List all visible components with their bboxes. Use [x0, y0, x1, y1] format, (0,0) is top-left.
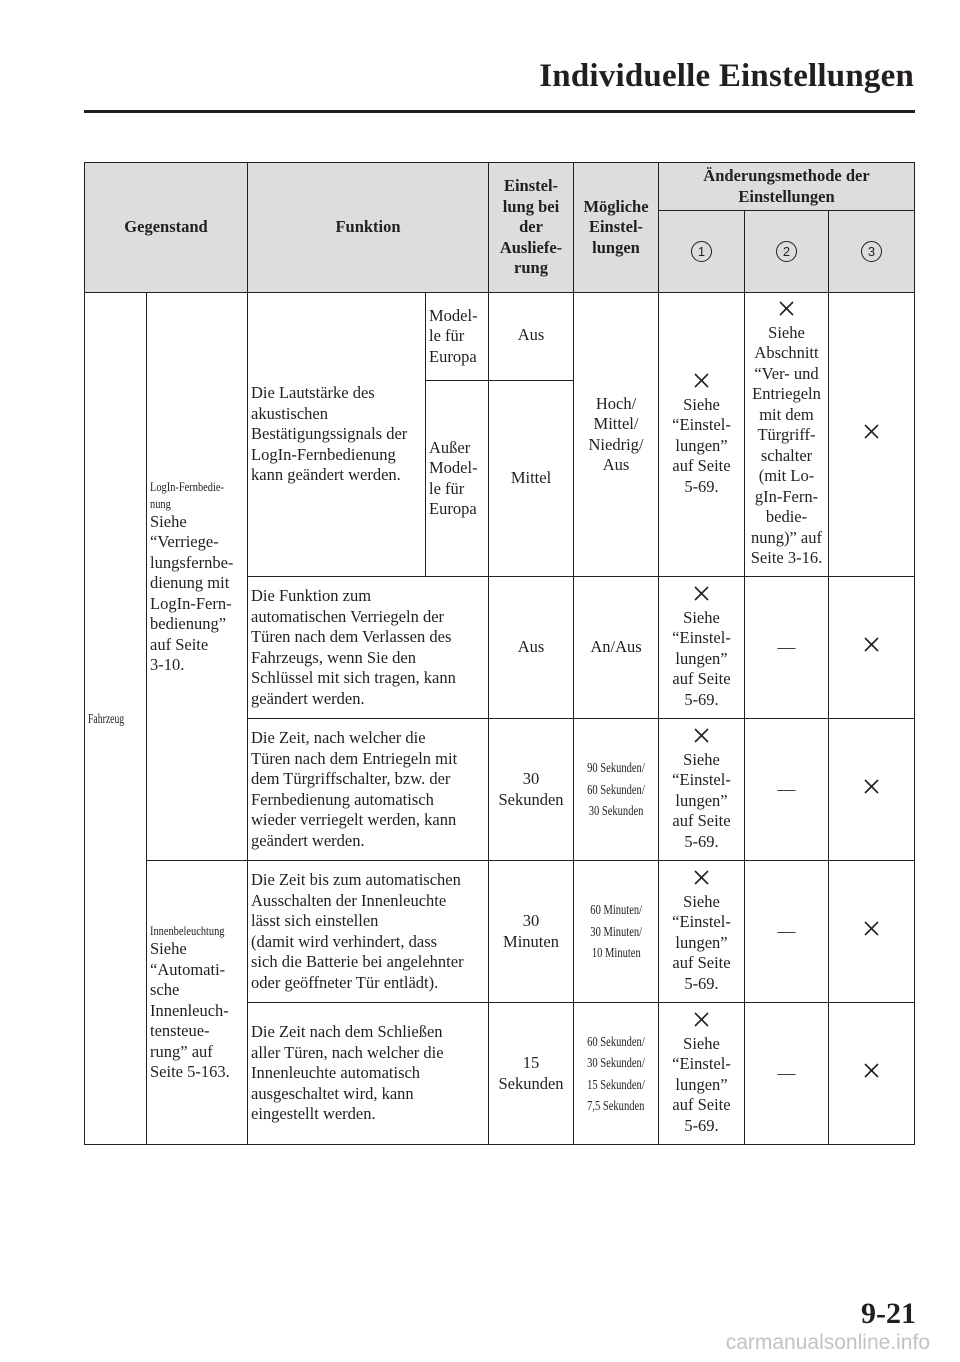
page-title: Individuelle Einstellungen	[539, 58, 914, 94]
text-line: (mit Lo-	[758, 466, 815, 486]
relock-method-3	[829, 719, 915, 861]
x-mark-icon	[693, 869, 710, 886]
text-line: lung bei	[502, 196, 560, 216]
circled-number-2: 2	[776, 241, 797, 262]
text-line: Siehe	[768, 322, 805, 342]
innen-schliessen-function	[248, 1003, 489, 1145]
text-line: “Verriege-	[150, 532, 219, 551]
option-line: 60 Sekunden/	[587, 781, 645, 797]
text-line: der	[519, 217, 543, 237]
text-line: auf Seite	[672, 669, 731, 688]
text-line: ausgeschaltet wird, kann	[251, 1083, 414, 1103]
x-mark-icon	[863, 636, 880, 653]
option-line: 60 Minuten/	[590, 902, 642, 918]
lautstaerke-options	[574, 293, 659, 577]
header-method-3	[829, 211, 915, 293]
option-line: 60 Sekunden/	[587, 1033, 645, 1049]
text-line: lungen	[592, 237, 640, 257]
header-einstellung-auslieferung	[489, 163, 574, 293]
gegenstand-fahrzeug: Fahrzeug	[88, 711, 125, 726]
text-line: Mittel/	[593, 414, 639, 433]
innen-schliessen-method-3	[829, 1003, 915, 1145]
text-line: Ausschalten der Innenleuchte	[251, 890, 447, 910]
text-line: “Einstel-	[672, 912, 731, 931]
header-method-2	[745, 211, 829, 293]
x-mark-icon	[693, 585, 710, 602]
option-line: 30 Sekunden	[588, 803, 644, 819]
text-line: “Einstel-	[672, 628, 731, 647]
text-line: Türen nach dem Entriegeln mit	[251, 748, 458, 768]
text-line: 5-69.	[684, 831, 719, 851]
text-line: Model-	[429, 305, 478, 325]
text-line: Seite 5-163.	[150, 1062, 230, 1082]
text-line: Siehe	[150, 511, 187, 531]
group-login-title-1: LogIn-Fernbedie-	[150, 478, 224, 494]
text-line: automatischen Verriegeln der	[251, 606, 445, 626]
text-line: Siehe	[150, 939, 187, 959]
option-line: 10 Minuten	[591, 945, 641, 961]
text-line: lungen”	[675, 790, 728, 810]
text-line: Siehe	[683, 607, 720, 627]
lautstaerke-method-2	[745, 293, 829, 577]
text-line: auf Seite	[672, 1095, 731, 1114]
text-line: Model-	[429, 458, 478, 477]
text-line: LogIn-Fernbedienung	[251, 444, 396, 464]
text-line: geändert werden.	[251, 688, 365, 708]
settings-table	[84, 162, 915, 1145]
group-innen-title: Innenbeleuchtung	[150, 923, 225, 939]
text-line: Mögliche	[583, 196, 649, 216]
relock-options	[574, 719, 659, 861]
autolock-method-3	[829, 577, 915, 719]
text-line: dem Türgriffschalter, bzw. der	[251, 769, 451, 788]
text-line: Die Funktion zum	[251, 586, 372, 605]
text-line: Ausliefe-	[499, 237, 563, 257]
text-line: nung)” auf	[750, 527, 822, 547]
text-line: Entriegeln	[752, 384, 821, 404]
text-line: Siehe	[683, 394, 720, 414]
text-line: Europa	[429, 346, 477, 366]
text-line: LogIn-Fern-	[150, 593, 232, 613]
lautstaerke-default-other: Mittel	[489, 381, 574, 577]
lautstaerke-default-europe: Aus	[489, 293, 574, 381]
text-line: le für	[429, 326, 465, 346]
option-line: 7,5 Sekunden	[587, 1098, 645, 1113]
x-mark-icon	[863, 778, 880, 795]
text-line: Die Zeit, nach welcher die	[251, 728, 426, 747]
text-line: mit dem	[759, 404, 814, 424]
text-line: Siehe	[683, 749, 720, 769]
text-line: wieder verriegelt werden, kann	[251, 810, 457, 829]
x-mark-icon	[863, 423, 880, 440]
text-line: Abschnitt	[754, 343, 819, 363]
text-line: auf Seite	[150, 634, 209, 654]
autolock-method-1	[659, 577, 745, 719]
header-method-1	[659, 211, 745, 293]
text-line: lungen”	[675, 648, 728, 668]
text-line: “Einstel-	[672, 1054, 731, 1073]
text-line: Sekunden	[498, 789, 564, 809]
text-line: auf Seite	[672, 811, 731, 830]
text-line: bedienung”	[150, 614, 227, 633]
text-line: gIn-Fern-	[754, 486, 819, 506]
relock-method-1	[659, 719, 745, 861]
circled-number-1: 1	[691, 241, 712, 262]
text-line: “Einstel-	[672, 770, 731, 789]
text-line: 5-69.	[684, 689, 719, 709]
watermark: carmanualsonline.info	[725, 1331, 930, 1354]
text-line: auf Seite	[672, 953, 731, 972]
innen-schliessen-method-1	[659, 1003, 745, 1145]
text-line: lungsfernbe-	[150, 552, 234, 572]
gegenstand-cell	[85, 293, 147, 1145]
text-line: “Einstel-	[672, 415, 731, 434]
option-line: 90 Sekunden/	[587, 760, 645, 776]
autolock-function	[248, 577, 489, 719]
text-line: 30	[522, 911, 540, 930]
autolock-method-2: —	[745, 577, 829, 719]
text-line: Fernbedienung automatisch	[251, 789, 434, 809]
text-line: Einstel-	[588, 217, 644, 237]
text-line: geändert werden.	[251, 830, 365, 850]
text-line: Aus	[602, 455, 630, 474]
text-line: eingestellt werden.	[251, 1104, 376, 1124]
lautstaerke-variant-other	[426, 381, 489, 577]
text-line: 30	[522, 769, 540, 788]
circled-number-3: 3	[861, 241, 882, 262]
group-login-title-2: nung	[150, 495, 171, 511]
text-line: Die Zeit nach dem Schließen	[251, 1022, 443, 1042]
relock-method-1-ref	[662, 750, 741, 853]
text-line: Europa	[429, 499, 477, 518]
text-line: rung	[514, 258, 548, 278]
header-gegenstand: Gegenstand	[85, 163, 248, 293]
text-line: Innenleuch-	[150, 1000, 229, 1020]
autolock-default: Aus	[489, 577, 574, 719]
text-line: 5-69.	[684, 476, 719, 496]
innen-aus-default	[489, 861, 574, 1003]
title-divider	[84, 110, 915, 113]
text-line: Änderungsmethode der	[703, 166, 870, 185]
text-line: Hoch/	[595, 393, 637, 413]
lautstaerke-method-2-ref	[748, 323, 825, 569]
x-mark-icon	[693, 727, 710, 744]
text-line: (damit wird verhindert, dass	[251, 931, 438, 951]
group-innen-reference	[150, 939, 244, 1083]
text-line: sche	[150, 980, 180, 1000]
text-line: Die Lautstärke des	[251, 383, 375, 403]
text-line: Niedrig/	[588, 434, 644, 454]
group-innen-cell	[147, 861, 248, 1145]
text-line: akustischen	[251, 403, 328, 423]
relock-method-2: —	[745, 719, 829, 861]
text-line: schalter	[760, 445, 813, 465]
text-line: tensteue-	[150, 1021, 210, 1041]
innen-aus-function	[248, 861, 489, 1003]
x-mark-icon	[863, 1062, 880, 1079]
group-login-reference	[150, 512, 244, 676]
innen-aus-method-1	[659, 861, 745, 1003]
lautstaerke-method-1	[659, 293, 745, 577]
text-line: Minuten	[503, 931, 559, 951]
lautstaerke-function	[248, 293, 426, 577]
lautstaerke-method-3	[829, 293, 915, 577]
text-line: Bestätigungssignals der	[251, 424, 408, 444]
text-line: “Automati-	[150, 959, 226, 979]
text-line: Siehe	[683, 891, 720, 911]
header-moegliche-einstellungen	[574, 163, 659, 293]
x-mark-icon	[693, 1011, 710, 1028]
text-line: lungen”	[675, 932, 728, 952]
text-line: Schlüssel mit sich tragen, kann	[251, 668, 456, 687]
x-mark-icon	[863, 920, 880, 937]
text-line: lungen”	[675, 435, 728, 455]
innen-schliessen-method-2: —	[745, 1003, 829, 1145]
option-line: 30 Minuten/	[590, 923, 642, 939]
relock-default	[489, 719, 574, 861]
text-line: 3-10.	[150, 655, 185, 674]
innen-aus-method-2: —	[745, 861, 829, 1003]
text-line: auf Seite	[672, 456, 731, 475]
lautstaerke-method-1-ref	[662, 395, 741, 498]
innen-aus-options	[574, 861, 659, 1003]
text-line: Seite 3-16.	[750, 548, 823, 568]
relock-function	[248, 719, 489, 861]
text-line: Siehe	[683, 1033, 720, 1053]
text-line: lungen”	[675, 1074, 728, 1094]
text-line: Außer	[429, 437, 471, 457]
text-line: dienung mit	[150, 573, 230, 592]
text-line: oder geöffneter Tür entlädt).	[251, 972, 439, 992]
text-line: Sekunden	[498, 1073, 564, 1093]
text-line: rung” auf	[150, 1041, 213, 1061]
header-aenderungsmethode	[659, 163, 915, 211]
option-line: 15 Sekunden/	[587, 1076, 645, 1092]
text-line: aller Türen, nach welcher die	[251, 1042, 444, 1062]
text-line: 15	[522, 1053, 540, 1072]
page-number: 9-21	[861, 1297, 916, 1330]
innen-schliessen-default	[489, 1003, 574, 1145]
innen-schliessen-options	[574, 1003, 659, 1145]
text-line: 5-69.	[684, 1115, 719, 1135]
text-line: le für	[429, 478, 465, 498]
text-line: lässt sich einstellen	[251, 911, 379, 930]
text-line: Türgriff-	[757, 425, 816, 445]
header-funktion: Funktion	[248, 163, 489, 293]
autolock-method-1-ref	[662, 608, 741, 711]
innen-schliessen-method-1-ref	[662, 1034, 741, 1137]
text-line: “Ver- und	[754, 363, 819, 383]
text-line: bedie-	[765, 507, 808, 527]
text-line: kann geändert werden.	[251, 465, 401, 485]
option-line: 30 Sekunden/	[587, 1055, 645, 1070]
text-line: Die Zeit bis zum automatischen	[251, 870, 461, 889]
text-line: Fahrzeugs, wenn Sie den	[251, 647, 416, 667]
group-login-cell	[147, 293, 248, 861]
text-line: 5-69.	[684, 973, 719, 993]
text-line: sich die Batterie bei angelehnter	[251, 952, 464, 971]
text-line: Einstel-	[503, 176, 559, 196]
lautstaerke-variant-europe	[426, 293, 489, 381]
text-line: Einstellungen	[738, 186, 835, 206]
text-line: Innenleuchte automatisch	[251, 1063, 421, 1083]
innen-aus-method-3	[829, 861, 915, 1003]
text-line: Türen nach dem Verlassen des	[251, 627, 452, 646]
x-mark-icon	[778, 300, 795, 317]
autolock-options: An/Aus	[574, 577, 659, 719]
innen-aus-method-1-ref	[662, 892, 741, 995]
x-mark-icon	[693, 372, 710, 389]
